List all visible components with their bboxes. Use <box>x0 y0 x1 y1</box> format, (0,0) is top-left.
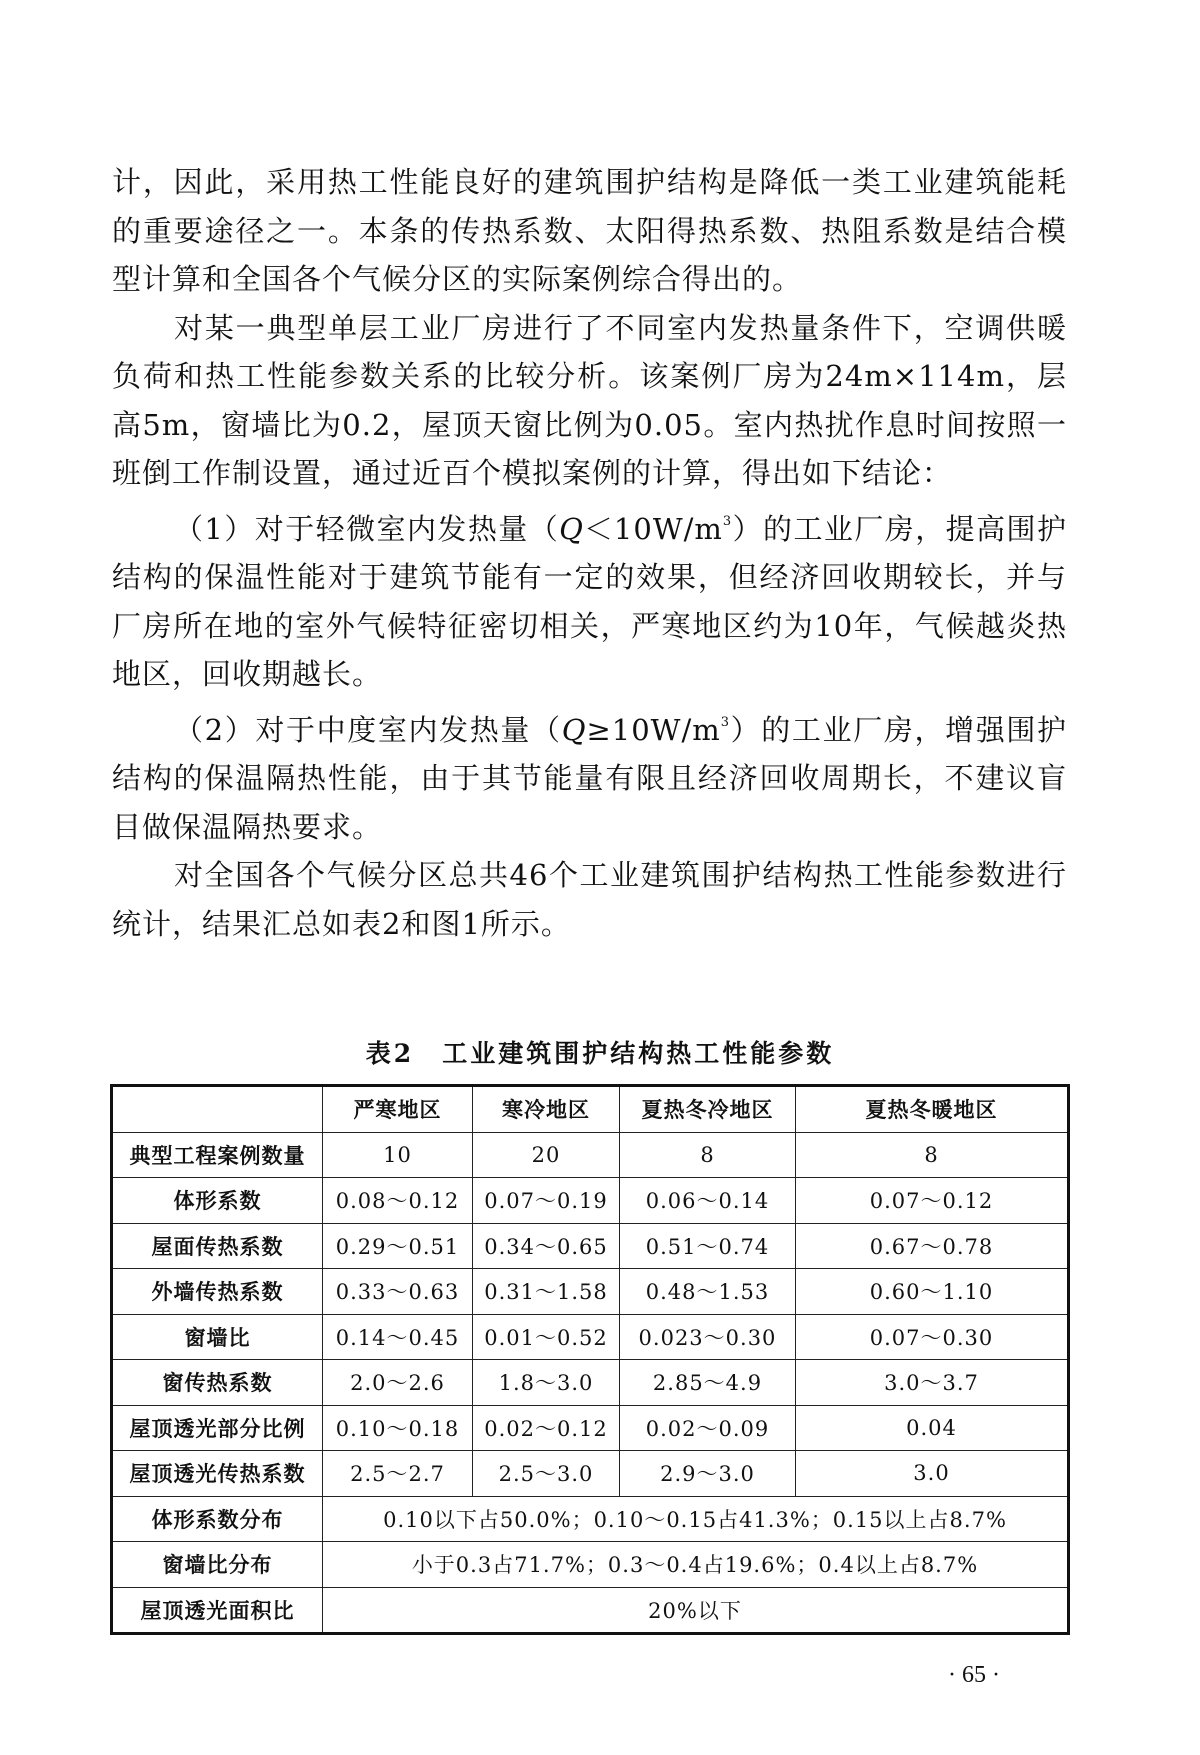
item-2-sup: 3 <box>720 714 731 730</box>
row-label: 体形系数 <box>112 1178 323 1224</box>
table-cell: 0.34～0.65 <box>473 1223 620 1269</box>
table-cell: 10 <box>323 1132 473 1178</box>
row-label: 窗墙比 <box>112 1314 323 1360</box>
table-span-cell: 0.10以下占50.0%；0.10～0.15占41.3%；0.15以上占8.7% <box>323 1496 1069 1542</box>
table-cell: 0.48～1.53 <box>620 1269 796 1315</box>
row-label: 屋顶透光部分比例 <box>112 1405 323 1451</box>
conclusion-item-1 <box>112 498 1067 699</box>
table-cell: 1.8～3.0 <box>473 1360 620 1406</box>
row-label: 窗墙比分布 <box>112 1542 323 1588</box>
table-cell: 0.07～0.30 <box>796 1314 1069 1360</box>
item-2-q: Q <box>561 712 587 747</box>
table-cell: 2.85～4.9 <box>620 1360 796 1406</box>
table-row <box>112 1405 1069 1451</box>
table-cell: 0.33～0.63 <box>323 1269 473 1315</box>
row-label: 屋面传热系数 <box>112 1223 323 1269</box>
header-corner <box>112 1086 323 1133</box>
item-1-q: Q <box>559 511 584 546</box>
header-hot-summer-warm-winter: 夏热冬暖地区 <box>796 1086 1069 1133</box>
body-text <box>112 158 1067 948</box>
table-cell: 0.02～0.12 <box>473 1405 620 1451</box>
table-span-row <box>112 1587 1069 1634</box>
table-row <box>112 1223 1069 1269</box>
paragraph-1: 计，因此，采用热工性能良好的建筑围护结构是降低一类工业建筑能耗的重要途径之一。本条的传热系数、太阳得热系数、热阻系数是结合模型计算和全国各个气候分区的实际案例综合得出的。 <box>112 165 1067 296</box>
table-cell: 2.0～2.6 <box>323 1360 473 1406</box>
table-row <box>112 1451 1069 1497</box>
table-row <box>112 1314 1069 1360</box>
table-cell: 0.07～0.12 <box>796 1178 1069 1224</box>
conclusion-item-2 <box>112 699 1067 852</box>
table-span-cell: 小于0.3占71.7%；0.3～0.4占19.6%；0.4以上占8.7% <box>323 1542 1069 1588</box>
item-2-rest: ）的工业厂房，增强围护结构的保温隔热性能，由于其节能量有限且经济回收周期长，不建议盲目做保温隔热要求。 <box>112 712 1067 844</box>
row-label: 典型工程案例数量 <box>112 1132 323 1178</box>
table-cell: 2.5～2.7 <box>323 1451 473 1497</box>
table-span-row <box>112 1542 1069 1588</box>
table-cell: 3.0～3.7 <box>796 1360 1069 1406</box>
header-cold: 寒冷地区 <box>473 1086 620 1133</box>
paragraph-2: 对某一典型单层工业厂房进行了不同室内发热量条件下，空调供暖负荷和热工性能参数关系的比较分析。该案例厂房为24m×114m，层高5m，窗墙比为0.2，屋顶天窗比例为0.05。室内热扰作息时间按照一班倒工作制设置，通过近百个模拟案例的计算，得出如下结论： <box>112 310 1067 490</box>
table-cell: 0.08～0.12 <box>323 1178 473 1224</box>
table-cell: 0.02～0.09 <box>620 1405 796 1451</box>
table-cell: 0.29～0.51 <box>323 1223 473 1269</box>
table-cell: 0.04 <box>796 1405 1069 1451</box>
table-cell: 20 <box>473 1132 620 1178</box>
paragraph-closing: 对全国各个气候分区总共46个工业建筑围护结构热工性能参数进行统计，结果汇总如表2和图1所示。 <box>112 858 1067 941</box>
table-cell: 0.023～0.30 <box>620 1314 796 1360</box>
table-cell: 0.31～1.58 <box>473 1269 620 1315</box>
header-hot-summer-cold-winter: 夏热冬冷地区 <box>620 1086 796 1133</box>
page-number: · 65 · <box>948 1662 1000 1688</box>
item-1-prefix: （1）对于轻微室内发热量（ <box>174 511 560 546</box>
row-label: 体形系数分布 <box>112 1496 323 1542</box>
table-row <box>112 1360 1069 1406</box>
table-cell: 3.0 <box>796 1451 1069 1497</box>
table-span-cell: 20%以下 <box>323 1587 1069 1634</box>
item-1-rest: ）的工业厂房，提高围护结构的保温性能对于建筑节能有一定的效果，但经济回收期较长，并与厂房所在地的室外气候特征密切相关，严寒地区约为10年，气候越炎热地区，回收期越长。 <box>112 511 1067 691</box>
table-cell: 0.14～0.45 <box>323 1314 473 1360</box>
item-1-cond: ＜10W/m <box>583 511 723 546</box>
table-header-row <box>112 1086 1069 1133</box>
item-1-sup: 3 <box>722 513 733 529</box>
table-cell: 0.01～0.52 <box>473 1314 620 1360</box>
table-cell: 0.60～1.10 <box>796 1269 1069 1315</box>
table-cell: 8 <box>796 1132 1069 1178</box>
table-cell: 0.10～0.18 <box>323 1405 473 1451</box>
table-cell: 0.06～0.14 <box>620 1178 796 1224</box>
table-cell: 2.5～3.0 <box>473 1451 620 1497</box>
header-severe-cold: 严寒地区 <box>323 1086 473 1133</box>
table-cell: 0.51～0.74 <box>620 1223 796 1269</box>
item-2-cond: ≥10W/m <box>586 712 721 747</box>
thermal-parameters-table <box>110 1084 1070 1635</box>
table-row <box>112 1178 1069 1224</box>
table-cell: 8 <box>620 1132 796 1178</box>
table-cell: 0.07～0.19 <box>473 1178 620 1224</box>
table-cell: 0.67～0.78 <box>796 1223 1069 1269</box>
table-row <box>112 1132 1069 1178</box>
table-row <box>112 1269 1069 1315</box>
row-label: 屋顶透光传热系数 <box>112 1451 323 1497</box>
row-label: 屋顶透光面积比 <box>112 1587 323 1634</box>
table-cell: 2.9～3.0 <box>620 1451 796 1497</box>
table-span-row <box>112 1496 1069 1542</box>
table-caption: 表2 工业建筑围护结构热工性能参数 <box>365 1039 835 1068</box>
row-label: 窗传热系数 <box>112 1360 323 1406</box>
item-2-prefix: （2）对于中度室内发热量（ <box>174 712 562 747</box>
row-label: 外墙传热系数 <box>112 1269 323 1315</box>
